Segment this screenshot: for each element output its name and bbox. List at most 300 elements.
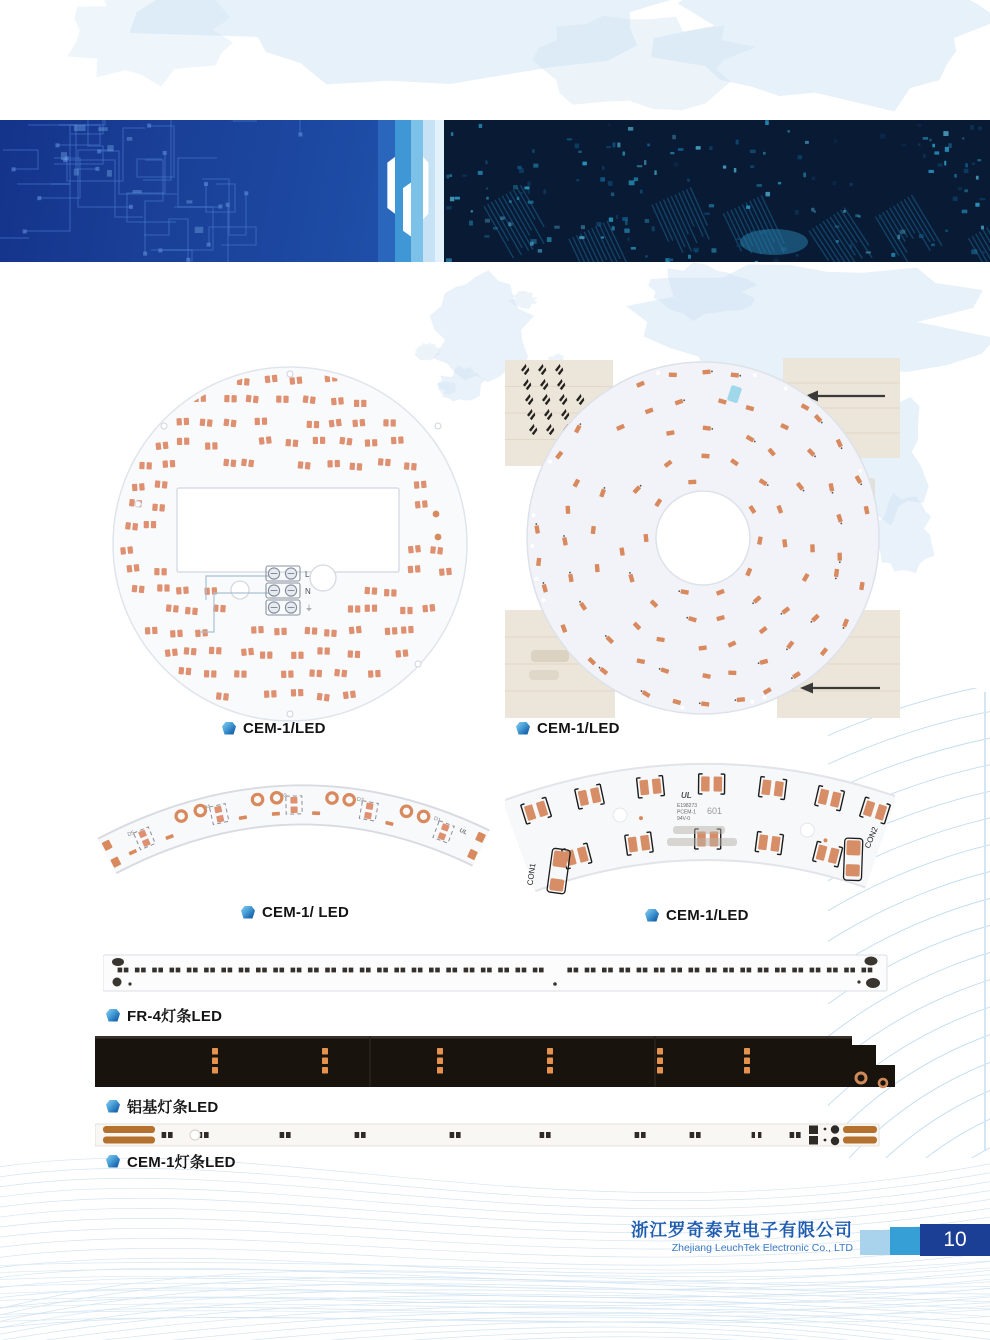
pad	[671, 968, 676, 973]
caption-donut-pcb	[516, 719, 620, 737]
pad	[810, 968, 815, 973]
board-highlight	[95, 1036, 852, 1039]
tooling-hole	[287, 711, 293, 717]
led-pad	[437, 1067, 443, 1074]
tooling-hole	[135, 501, 141, 507]
end-hole	[831, 1137, 839, 1145]
pad	[637, 968, 642, 973]
pad	[339, 437, 345, 445]
pad	[714, 777, 723, 792]
circuit-node	[163, 151, 167, 155]
pad	[585, 968, 590, 973]
pad	[688, 480, 696, 485]
caption-label: FR-4灯条LED	[127, 1007, 223, 1025]
pad	[385, 628, 391, 636]
circuit-pad	[107, 145, 113, 151]
pad	[241, 458, 247, 466]
gem-icon	[106, 1009, 120, 1022]
led-pad	[547, 1048, 553, 1055]
led-pad	[591, 526, 596, 534]
pad	[183, 586, 189, 594]
pad	[846, 864, 860, 876]
pad	[291, 689, 296, 696]
pad	[453, 968, 458, 973]
pad	[404, 462, 410, 470]
pad	[248, 459, 254, 467]
pad	[325, 647, 330, 654]
circuit-node	[147, 124, 151, 128]
led-pad	[212, 1058, 218, 1065]
gem-icon	[516, 722, 530, 735]
pad	[752, 1132, 755, 1138]
pad	[412, 968, 417, 973]
pad	[176, 418, 182, 425]
pad	[305, 462, 311, 470]
pad	[331, 630, 337, 638]
pad	[669, 372, 677, 377]
pad	[231, 395, 236, 402]
pad	[487, 968, 492, 973]
circuit-pad	[133, 190, 142, 193]
hole-dot	[553, 982, 557, 986]
pad	[262, 968, 267, 973]
pad	[641, 1132, 646, 1138]
pad	[314, 968, 319, 973]
pad	[317, 693, 323, 701]
pad	[365, 439, 371, 446]
banner-stripe	[423, 120, 435, 262]
terminal-label: N	[305, 587, 311, 596]
pad	[212, 442, 217, 449]
end-pad	[112, 958, 124, 966]
circuit-photo-texture	[444, 120, 990, 262]
led-pad	[322, 1048, 328, 1055]
led-pad	[212, 1067, 218, 1074]
pad	[157, 584, 162, 591]
led-pad	[547, 1058, 553, 1065]
pad	[758, 1132, 761, 1138]
pad	[305, 627, 311, 635]
pad	[552, 850, 568, 868]
blurred-stamp	[667, 838, 737, 846]
designator-label: D1	[432, 815, 442, 824]
header-banner	[0, 120, 990, 354]
pad	[391, 589, 396, 596]
circuit-node	[143, 252, 147, 256]
pad	[366, 802, 374, 810]
pad	[164, 584, 169, 591]
pad	[172, 648, 178, 656]
pad	[796, 1132, 801, 1138]
circuit-node	[186, 258, 190, 262]
decor-arc	[590, 880, 990, 1340]
wave-line	[0, 1295, 990, 1303]
designator-label: D2	[356, 796, 365, 804]
end-hole	[831, 1125, 839, 1133]
pad	[549, 878, 564, 892]
led-pad	[810, 544, 815, 552]
pad	[170, 968, 175, 973]
ul-material-text: PCEM-1	[677, 809, 696, 816]
pad	[259, 437, 265, 445]
pad	[256, 968, 261, 973]
pad	[166, 604, 172, 612]
pad	[574, 968, 579, 973]
led-pad	[657, 1048, 663, 1055]
banner-stripe	[395, 120, 411, 262]
product-image-aluminum-strip	[95, 1033, 895, 1093]
mount-hole	[190, 1130, 200, 1140]
rim-hole	[784, 386, 788, 390]
pad	[343, 691, 349, 699]
pad	[331, 398, 337, 406]
pad	[837, 553, 842, 561]
pad	[643, 968, 648, 973]
wave-line	[0, 1322, 990, 1340]
pcb-board	[103, 955, 887, 991]
led-pad	[728, 670, 736, 675]
pad	[314, 421, 319, 428]
mount-hole	[613, 808, 627, 822]
end-pad	[866, 978, 880, 988]
product-image-circle-pcb	[108, 364, 472, 724]
pad	[364, 587, 370, 595]
pad	[368, 670, 374, 677]
pad	[567, 968, 572, 973]
blurred-stamp	[673, 826, 725, 834]
pad	[357, 463, 363, 471]
pad	[375, 670, 381, 677]
circuit-pad	[127, 137, 133, 141]
circuit-trace	[145, 160, 163, 254]
page-number: 10	[943, 1228, 967, 1251]
pad	[774, 781, 784, 797]
led-pad	[698, 645, 706, 650]
pad	[204, 1132, 209, 1138]
pad	[191, 648, 197, 656]
pad	[216, 692, 222, 700]
pad	[228, 968, 233, 973]
pad	[565, 506, 570, 514]
pad	[706, 968, 711, 973]
pad	[205, 442, 210, 449]
hole-dot	[857, 980, 860, 983]
pad	[352, 420, 358, 428]
pad	[159, 504, 165, 512]
pad	[316, 670, 322, 677]
pad	[151, 521, 156, 528]
pad	[378, 458, 384, 466]
pad	[178, 667, 184, 675]
pad	[152, 627, 158, 634]
batch-mark: 601	[707, 806, 723, 816]
pad	[176, 968, 181, 973]
pad	[408, 626, 414, 634]
pad	[439, 568, 445, 576]
pad	[291, 806, 298, 813]
pad	[349, 627, 355, 635]
pad	[354, 400, 359, 407]
pad	[139, 483, 145, 491]
pad	[280, 1132, 285, 1138]
pad	[677, 968, 682, 973]
circuit-trace	[144, 219, 188, 260]
pad	[689, 968, 694, 973]
circuit-trace	[209, 227, 256, 245]
pad	[361, 400, 366, 407]
pad	[265, 375, 271, 383]
terminal-block	[266, 566, 313, 615]
pad	[437, 547, 443, 555]
pad	[844, 968, 849, 973]
product-image-donut-pcb	[505, 358, 900, 720]
pad	[350, 690, 356, 698]
wave-line	[0, 1178, 990, 1209]
pad	[139, 586, 145, 594]
pad	[540, 1132, 545, 1138]
pad	[135, 968, 140, 973]
pad	[162, 1132, 167, 1138]
circuit-node	[218, 205, 222, 209]
pad	[220, 605, 226, 613]
pad	[145, 627, 151, 634]
rim-hole	[542, 598, 546, 602]
circuit-node	[12, 167, 16, 171]
pad	[298, 689, 303, 696]
pad	[281, 628, 287, 635]
wave-line	[0, 1332, 990, 1340]
pad	[161, 568, 166, 575]
pad	[320, 437, 325, 444]
circuit-node	[55, 143, 59, 147]
pad	[341, 670, 347, 678]
pad	[415, 501, 421, 509]
pad	[285, 439, 291, 447]
led-pad	[437, 1048, 443, 1055]
pad	[177, 630, 183, 638]
tooling-hole	[161, 423, 167, 429]
pad	[184, 647, 190, 655]
pad	[129, 499, 135, 507]
pad	[652, 778, 662, 794]
circuit-pad	[74, 125, 86, 131]
led-pad	[669, 372, 677, 377]
circuit-node	[129, 205, 133, 209]
led-pad	[595, 564, 600, 572]
ul-mark: UL	[681, 791, 692, 800]
board-notch	[382, 364, 398, 370]
caption-arc-pcb	[241, 903, 349, 921]
terminal-label: ⏚	[305, 604, 313, 613]
pad	[260, 651, 265, 658]
pad	[481, 968, 486, 973]
pad	[635, 1132, 640, 1138]
circuit-trace	[160, 207, 213, 250]
end-pad	[865, 957, 878, 966]
circuit-pad	[186, 200, 192, 203]
circuit-node	[23, 229, 27, 233]
gem-icon	[645, 909, 659, 922]
circuit-node	[207, 243, 211, 247]
pad	[384, 589, 389, 596]
pad	[280, 968, 285, 973]
pad	[690, 1132, 695, 1138]
circuit-trace	[143, 120, 232, 180]
led-pad	[744, 1067, 750, 1074]
led-pad	[688, 480, 696, 485]
pad	[264, 690, 270, 697]
pad	[155, 442, 161, 450]
pad	[415, 545, 421, 553]
hole-dot	[824, 1128, 827, 1131]
pad	[234, 670, 239, 677]
pad	[239, 968, 244, 973]
pad	[262, 417, 267, 424]
pad	[162, 460, 168, 468]
pad	[731, 372, 739, 377]
circuit-trace	[127, 153, 176, 222]
pad	[422, 605, 428, 613]
pad	[291, 652, 296, 659]
world-map-blob	[67, 0, 233, 87]
led-pad	[547, 1067, 553, 1074]
indicator-pad	[433, 511, 440, 518]
pad	[408, 566, 414, 574]
pad	[764, 968, 769, 973]
pad	[415, 565, 421, 573]
end-pad	[113, 978, 122, 987]
pad	[429, 968, 434, 973]
pad	[456, 1132, 461, 1138]
circuit-texture	[0, 120, 378, 262]
pad	[385, 459, 391, 467]
led-pad	[657, 1058, 663, 1065]
pad	[349, 463, 355, 471]
footer-company	[631, 1221, 853, 1255]
pad	[253, 396, 259, 404]
pad	[450, 1132, 455, 1138]
pad	[251, 626, 257, 633]
page-subtitle: Company Product	[226, 336, 366, 354]
pad	[209, 647, 214, 654]
board-cutout	[177, 488, 399, 572]
index-dot	[823, 838, 827, 842]
circuit-pad	[98, 127, 107, 131]
circuit-node	[204, 182, 208, 186]
pad	[372, 439, 378, 446]
pad	[775, 968, 780, 973]
circuit-trace	[178, 158, 220, 207]
pad	[394, 968, 399, 973]
page-title: 公司产品	[55, 276, 243, 325]
pad	[125, 522, 131, 530]
pad	[170, 460, 176, 468]
pad	[643, 534, 648, 542]
pad	[312, 627, 318, 635]
ul-cert-text: E198273	[677, 803, 698, 809]
rim-hole	[762, 696, 766, 700]
pad	[335, 460, 340, 467]
pad	[400, 607, 405, 614]
pad	[619, 968, 624, 973]
pad	[154, 568, 159, 575]
led-pad	[437, 1058, 443, 1065]
pcb-board	[527, 362, 879, 714]
index-dot	[639, 816, 643, 820]
banner-gradient	[0, 120, 378, 262]
pad	[422, 500, 428, 508]
pcb-board	[95, 1036, 852, 1087]
pad	[186, 668, 192, 676]
pad	[274, 628, 280, 635]
pad	[729, 968, 734, 973]
hole-dot	[128, 982, 131, 985]
copper-finger	[843, 1137, 877, 1144]
pad	[365, 605, 370, 612]
pad	[602, 968, 607, 973]
circuit-trace	[233, 120, 300, 134]
pad	[273, 968, 278, 973]
pad	[221, 968, 226, 973]
footer-accent-bar-mid	[890, 1227, 920, 1255]
solder-pad	[272, 812, 280, 816]
pad	[289, 377, 295, 385]
rim-hole	[858, 469, 862, 473]
pad	[401, 626, 407, 634]
pad	[288, 670, 293, 677]
wave-line	[0, 1316, 990, 1323]
pad	[283, 396, 288, 403]
rim-hole	[535, 577, 539, 581]
pad	[546, 1132, 551, 1138]
pad	[216, 647, 221, 654]
pad	[152, 504, 158, 512]
pad	[747, 968, 752, 973]
pad	[204, 670, 209, 677]
rim-hole	[530, 544, 534, 548]
pad	[372, 605, 377, 612]
pad	[324, 629, 330, 637]
pad	[430, 546, 436, 554]
product-image-arc-pcb	[95, 758, 493, 896]
tooling-hole	[435, 423, 441, 429]
pad	[504, 968, 509, 973]
pad	[255, 418, 260, 425]
pad	[702, 369, 710, 374]
pad	[639, 780, 649, 796]
pad	[810, 544, 815, 552]
pad	[297, 376, 303, 384]
pad	[192, 608, 198, 616]
pad	[146, 462, 151, 469]
led-pad	[536, 558, 541, 566]
pad	[230, 419, 236, 427]
pad	[223, 693, 229, 701]
mount-hole	[231, 581, 249, 599]
pad	[533, 968, 538, 973]
pad	[435, 968, 440, 973]
pad	[267, 652, 272, 659]
rim-hole	[656, 371, 660, 375]
circuit-node	[97, 149, 101, 153]
pad	[176, 587, 182, 595]
circuit-trace	[137, 126, 174, 177]
pad	[740, 968, 745, 973]
pad	[698, 645, 706, 650]
pad	[660, 968, 665, 973]
rim-hole	[753, 373, 757, 377]
pad	[202, 629, 208, 637]
